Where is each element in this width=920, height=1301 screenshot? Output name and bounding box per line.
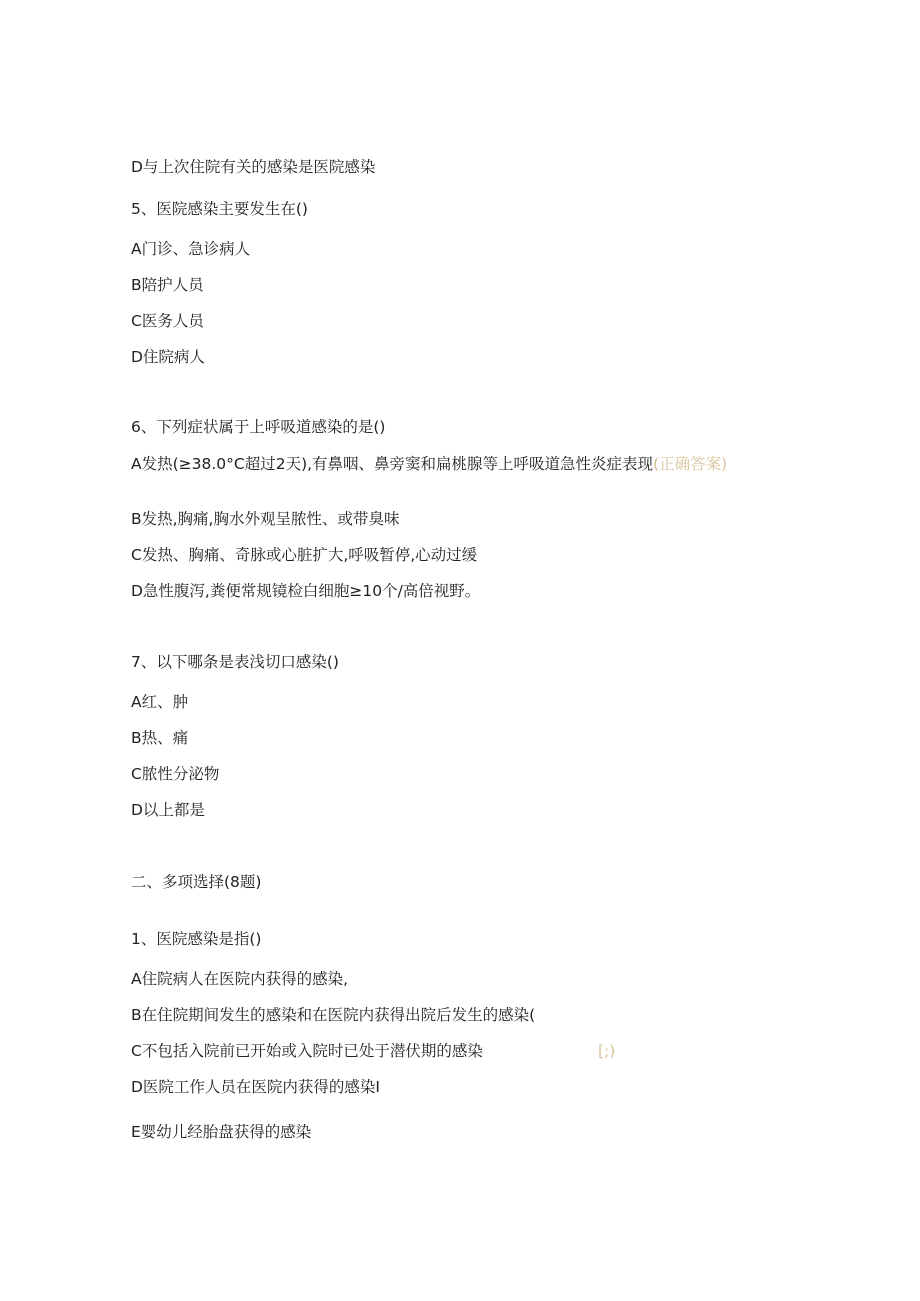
option-c-m1-text: C不包括入院前已开始或入院时已处于潜伏期的感染 — [131, 1042, 483, 1060]
option-d-q7: D以上都是 — [131, 801, 205, 819]
option-d-q5: D住院病人 — [131, 348, 205, 366]
section-heading-multiple-choice: 二、多项选择(8题) — [131, 873, 262, 891]
option-a-q7: A红、肿 — [131, 693, 189, 711]
option-a-q6 — [131, 452, 791, 476]
question-6: 6、下列症状属于上呼吸道感染的是() — [131, 418, 386, 436]
option-d-q4: D与上次住院有关的感染是医院感染 — [131, 158, 376, 176]
question-5: 5、医院感染主要发生在() — [131, 200, 308, 218]
option-a-m1: A住院病人在医院内获得的感染, — [131, 970, 349, 988]
margin-mark: [;) — [598, 1042, 616, 1060]
correct-answer-note: (正确答案) — [653, 455, 728, 473]
question-m1: 1、医院感染是指() — [131, 930, 262, 948]
option-d-q6: D急性腹泻,粪便常规镜检白细胞≥10个/高倍视野。 — [131, 582, 481, 600]
option-b-m1: B在住院期间发生的感染和在医院内获得出院后发生的感染( — [131, 1006, 536, 1024]
option-a-q5: A门诊、急诊病人 — [131, 240, 251, 258]
option-b-q5: B陪护人员 — [131, 276, 204, 294]
option-d-m1: D医院工作人员在医院内获得的感染I — [131, 1078, 381, 1096]
option-e-m1: E婴幼儿经胎盘获得的感染 — [131, 1123, 312, 1141]
option-c-m1 — [131, 1039, 651, 1063]
option-c-q5: C医务人员 — [131, 312, 204, 330]
option-b-q6: B发热,胸痛,胸水外观呈脓性、或带臭味 — [131, 510, 400, 528]
option-a-q6-text: A发热(≥38.0°C超过2天),有鼻咽、鼻旁窦和扁桃腺等上呼吸道急性炎症表现 — [131, 455, 654, 473]
option-c-q6: C发热、胸痛、奇脉或心脏扩大,呼吸暂停,心动过缓 — [131, 546, 478, 564]
option-b-q7: B热、痛 — [131, 729, 189, 747]
option-c-q7: C脓性分泌物 — [131, 765, 220, 783]
question-7: 7、以下哪条是表浅切口感染() — [131, 653, 339, 671]
